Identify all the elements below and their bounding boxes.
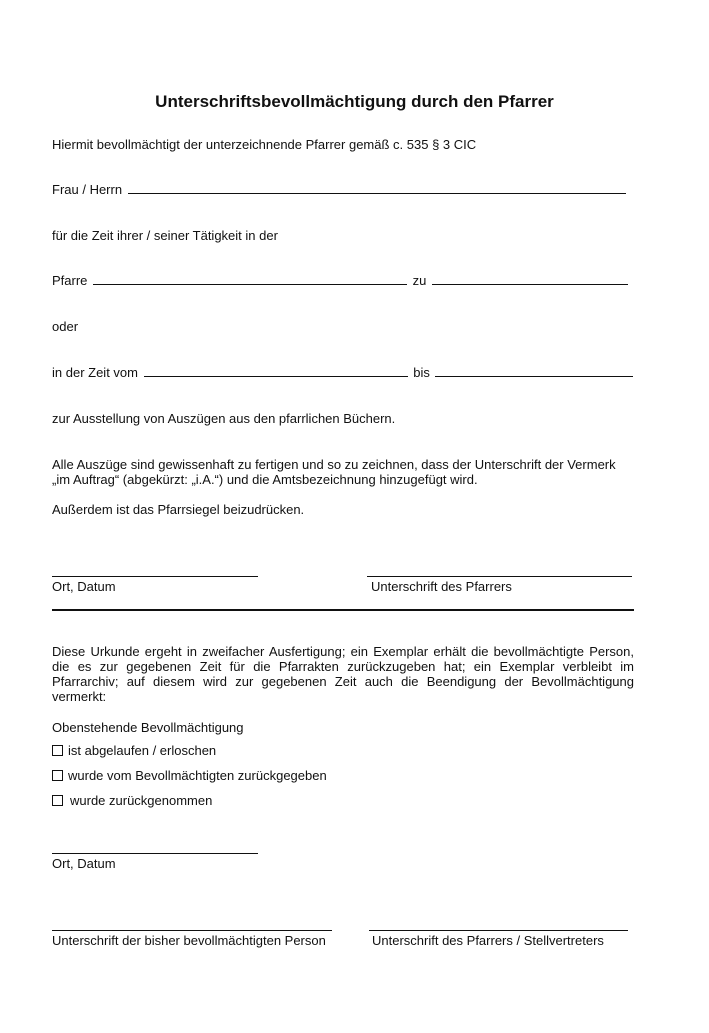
- pastor-deputy-signature-label: Unterschrift des Pfarrers / Stellvertreters: [372, 933, 604, 948]
- from-label: in der Zeit vom: [52, 365, 138, 380]
- place-date-signature-line-2[interactable]: [52, 853, 258, 854]
- parish-label: Pfarre: [52, 273, 88, 288]
- status-heading: Obenstehende Bevollmächtigung: [52, 720, 244, 735]
- at-label: zu: [412, 273, 427, 288]
- parish-location-field[interactable]: [432, 274, 628, 285]
- section-divider: [52, 609, 634, 611]
- instruction-line-1: Alle Auszüge sind gewissenhaft zu fertigen und so zu zeichnen, dass der Unterschrift der Vermerk: [52, 457, 616, 472]
- to-label: bis: [413, 365, 430, 380]
- pastor-signature-line[interactable]: [367, 576, 632, 577]
- person-row: [52, 182, 628, 197]
- pastor-signature-label: Unterschrift des Pfarrers: [371, 579, 512, 594]
- authorized-signature-label: Unterschrift der bisher bevollmächtigten Person: [52, 933, 326, 948]
- status-option-expired: [52, 743, 216, 758]
- status-option-label: ist abgelaufen / erloschen: [68, 743, 217, 758]
- parish-row: [52, 273, 630, 288]
- date-range-row: [52, 365, 635, 380]
- pastor-deputy-signature-line[interactable]: [369, 930, 628, 931]
- parish-name-field[interactable]: [93, 274, 407, 285]
- person-name-field[interactable]: [128, 183, 626, 194]
- checkbox[interactable]: [52, 795, 63, 806]
- instruction-line-2: „im Auftrag“ (abgekürzt: „i.A.“) und die Amtsbezeichnung hinzugefügt wird.: [52, 472, 478, 487]
- status-option-label: wurde vom Bevollmächtigten zurückgegeben: [68, 768, 327, 783]
- document-title: Unterschriftsbevollmächtigung durch den Pfarrer: [155, 92, 554, 111]
- place-date-signature-line[interactable]: [52, 576, 258, 577]
- status-option-revoked: [52, 793, 212, 808]
- status-option-label: wurde zurückgenommen: [70, 793, 213, 808]
- intro-text: Hiermit bevollmächtigt der unterzeichnende Pfarrer gemäß c. 535 § 3 CIC: [52, 137, 477, 152]
- checkbox[interactable]: [52, 770, 63, 781]
- place-date-label-2: Ort, Datum: [52, 856, 116, 871]
- purpose-text: zur Ausstellung von Auszügen aus den pfarrlichen Büchern.: [52, 411, 396, 426]
- status-option-returned: [52, 768, 327, 783]
- place-date-label: Ort, Datum: [52, 579, 116, 594]
- copies-note: Diese Urkunde ergeht in zweifacher Ausfertigung; ein Exemplar erhält die bevollmächtigte Person, die es zur gegebenen Zeit für die Pfarrakten zurückzugeben hat; ein Exemplar verbleibt im Pfarrarchiv; auf diesem wird zur gegebenen Zeit auch die Beendigung der Bevollmächtigung vermerkt:: [52, 644, 634, 704]
- or-text: oder: [52, 319, 79, 334]
- authorized-signature-line[interactable]: [52, 930, 332, 931]
- person-label: Frau / Herrn: [52, 182, 123, 197]
- from-date-field[interactable]: [144, 366, 408, 377]
- checkbox[interactable]: [52, 745, 63, 756]
- seal-note: Außerdem ist das Pfarrsiegel beizudrücken.: [52, 502, 305, 517]
- period-text: für die Zeit ihrer / seiner Tätigkeit in der: [52, 228, 278, 243]
- to-date-field[interactable]: [435, 366, 633, 377]
